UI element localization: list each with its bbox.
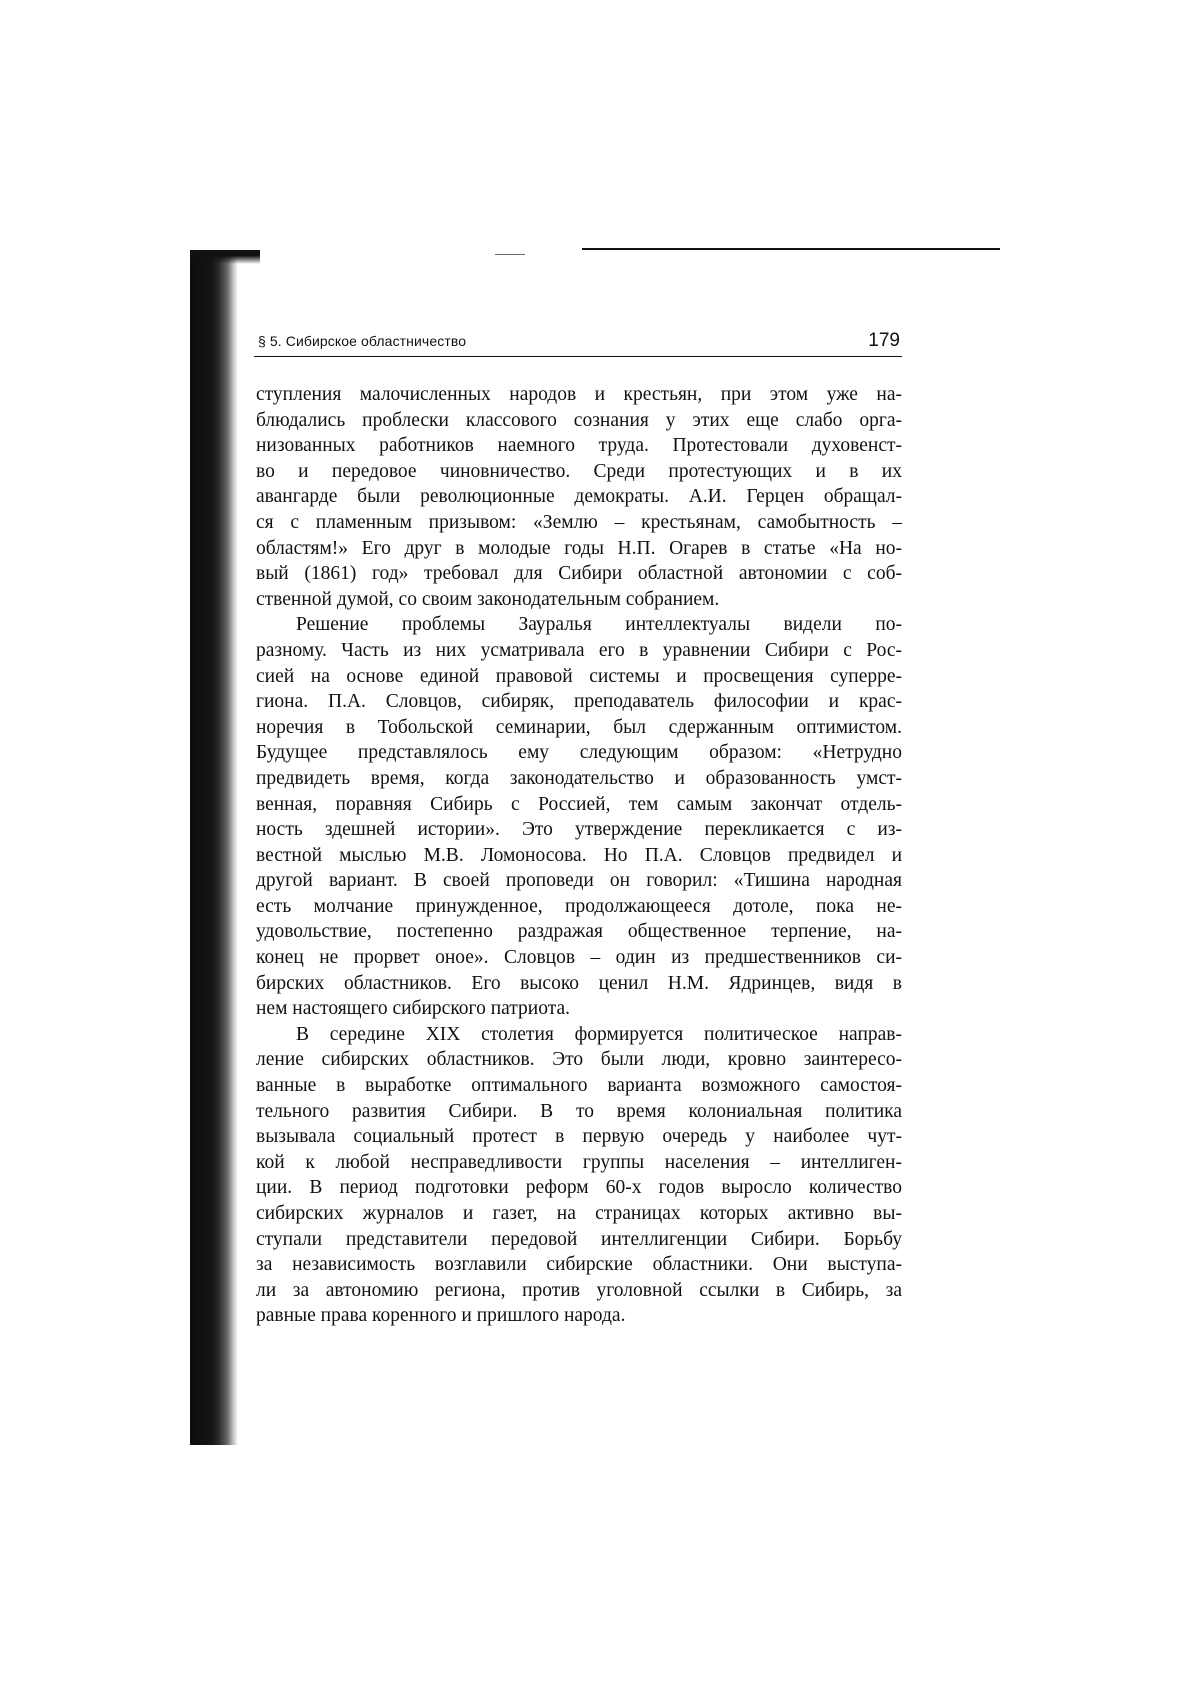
text-line: вый (1861) год» требовал для Сибири областной автономии с соб- (256, 563, 902, 585)
text-line: ции. В период подготовки реформ 60-х годов выросло количество (256, 1177, 902, 1199)
text-line: ность здешней истории». Это утверждение перекликается с из- (256, 819, 902, 841)
text-line: В середине XIX столетия формируется политическое направ- (296, 1023, 902, 1045)
body-text (256, 382, 902, 1329)
text-line: за независимость возглавили сибирские областники. Они выступа- (256, 1254, 902, 1276)
text-line: кой к любой несправедливости группы населения – интеллиген- (256, 1151, 902, 1173)
running-head (254, 330, 902, 357)
text-line: ли за автономию региона, против уголовной ссылки в Сибирь, за (256, 1279, 902, 1301)
text-line: ступали представители передовой интеллигенции Сибири. Борьбу (256, 1228, 902, 1250)
text-line: ственной думой, со своим законодательным собранием. (256, 588, 720, 610)
text-line: низованных работников наемного труда. Протестовали духовенст- (256, 435, 902, 457)
text-line: авангарде были революционные демократы. А.И. Герцен обращал- (256, 486, 902, 508)
text-line: вестной мыслью М.В. Ломоносова. Но П.А. Словцов предвидел и (256, 844, 902, 866)
page-number: 179 (868, 330, 900, 351)
text-line: ся с пламенным призывом: «Землю – крестьянам, самобытность – (256, 511, 902, 533)
text-line: удовольствие, постепенно раздражая общественное терпение, на- (256, 921, 902, 943)
text-line: венная, поравняя Сибирь с Россией, тем самым закончат отдель- (256, 793, 902, 815)
scan-binding-shadow (190, 250, 238, 1445)
text-line: вызывала социальный протест в первую очередь у наиболее чут- (256, 1126, 902, 1148)
text-line: другой вариант. В своей проповеди он говорил: «Тишина народная (256, 870, 902, 892)
text-line: сией на основе единой правовой системы и просвещения суперре- (256, 665, 902, 687)
scan-top-edge-line (582, 248, 1000, 250)
text-line: во и передовое чиновничество. Среди протестующих и в их (256, 460, 902, 482)
text-line: ление сибирских областников. Это были люди, кровно заинтересо- (256, 1049, 902, 1071)
text-line: есть молчание принужденное, продолжающееся дотоле, пока не- (256, 895, 902, 917)
section-title: § 5. Сибирское областничество (258, 333, 467, 349)
text-line: предвидеть время, когда законодательство и образованность умст- (256, 767, 902, 789)
text-line: равные права коренного и пришлого народа. (256, 1305, 626, 1327)
text-line: ванные в выработке оптимального варианта возможного самостоя- (256, 1075, 902, 1097)
text-line: разному. Часть из них усматривала его в уравнении Сибири с Рос- (256, 639, 902, 661)
scan-artifact-line (495, 254, 525, 255)
text-line: тельного развития Сибири. В то время колониальная политика (256, 1100, 902, 1122)
text-line: гиона. П.А. Словцов, сибиряк, преподаватель философии и крас- (256, 691, 902, 713)
text-line: ступления малочисленных народов и крестьян, при этом уже на- (256, 384, 902, 405)
text-line: бирских областников. Его высоко ценил Н.М. Ядринцев, видя в (256, 972, 902, 994)
text-line: областям!» Его друг в молодые годы Н.П. Огарев в статье «На но- (256, 537, 902, 559)
text-line: сибирских журналов и газет, на страницах которых активно вы- (256, 1203, 902, 1224)
text-line: Будущее представлялось ему следующим образом: «Нетрудно (256, 742, 902, 764)
scan-binding-shadow-top (190, 250, 260, 264)
text-line: нем настоящего сибирского патриота. (256, 998, 571, 1020)
text-line: конец не прорвет оное». Словцов – один из предшественников си- (256, 947, 902, 969)
text-line: блюдались проблески классового сознания у этих еще слабо орга- (256, 409, 902, 431)
text-line: Решение проблемы Зауралья интеллектуалы видели по- (296, 614, 902, 636)
text-line: норечия в Тобольской семинарии, был сдержанным оптимистом. (256, 716, 902, 738)
